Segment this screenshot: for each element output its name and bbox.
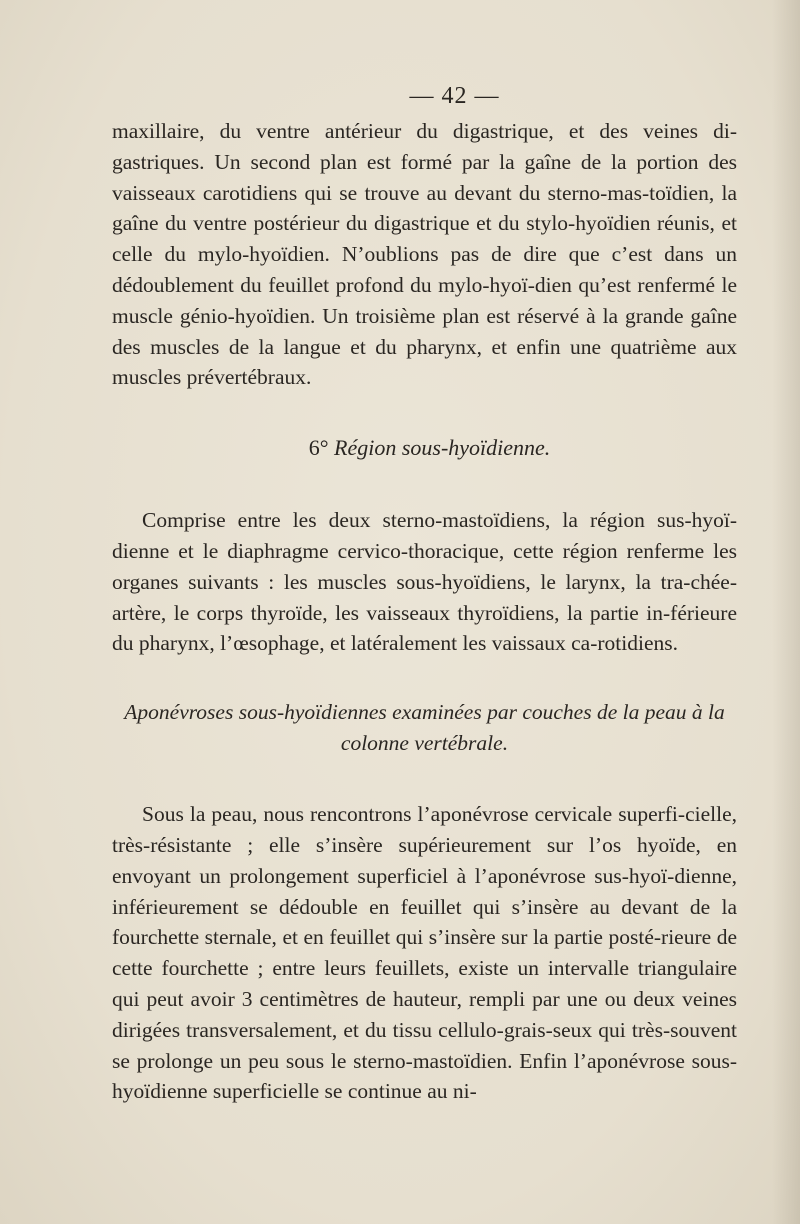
section-title: Région sous-hyoïdienne. bbox=[334, 435, 551, 461]
section-number: 6° bbox=[308, 435, 334, 461]
paragraph-region-description: Comprise entre les deux sterno-mastoïdiens, la région sus-hyoï-dienne et le diaphragme cervico-thoracique, cette région renferme les organes suivants : les muscles sous-hyoïdiens, le larynx, la tra-chée-artère, le corps thyroïde, les vaisseaux thyroïdiens, la partie in-férieure du pharynx, l’œsophage, et latéralement les vaissaux ca-rotidiens. bbox=[112, 508, 737, 656]
paragraph-aponeuroses: Sous la peau, nous rencontrons l’aponévrose cervicale superfi-cielle, très-résistante ; elle s’insère supérieurement sur l’os hyoïde, en envoyant un prolongement superficiel à l’aponévrose sus-hyoï-dienne, inférieurement se dédouble en feuillet qui s’insère au devant de la fourchette sternale, et en feuillet qui s’insère sur la partie posté-rieure de cette fourchette ; entre leurs feuillets, existe un intervalle triangulaire qui peut avoir 3 centimètres de hauteur, rempli par une ou deux veines dirigées transversalement, et du tissu cellulo-grais-seux qui très-souvent se prolonge un peu sous le sterno-mastoïdien. Enfin l’aponévrose sous-hyoïdienne superficielle se continue au ni- bbox=[112, 802, 737, 1104]
sub-heading: Aponévroses sous-hyoïdiennes examinées par couches de la peau à la colonne vertébrale. bbox=[124, 700, 725, 756]
section-heading bbox=[112, 433, 737, 463]
paragraph-continued: maxillaire, du ventre antérieur du digastrique, et des veines di-gastriques. Un second plan est formé par la gaîne de la portion des vaisseaux carotidiens qui se trouve au devant du sterno-mas-toïdien, la gaîne du ventre postérieur du digastrique et du stylo-hyoïdien réunis, et celle du mylo-hyoïdien. N’oublions pas de dire que c’est dans un dédoublement du feuillet profond du mylo-hyoï-dien qu’est renfermé le muscle génio-hyoïdien. Un troisième plan est réservé à la grande gaîne des muscles de la langue et du pharynx, et enfin une quatrième aux muscles prévertébraux. bbox=[112, 119, 737, 390]
page-edge-shadow bbox=[772, 0, 800, 1224]
text-block bbox=[112, 82, 737, 1107]
page-number: — 42 — bbox=[409, 83, 500, 109]
